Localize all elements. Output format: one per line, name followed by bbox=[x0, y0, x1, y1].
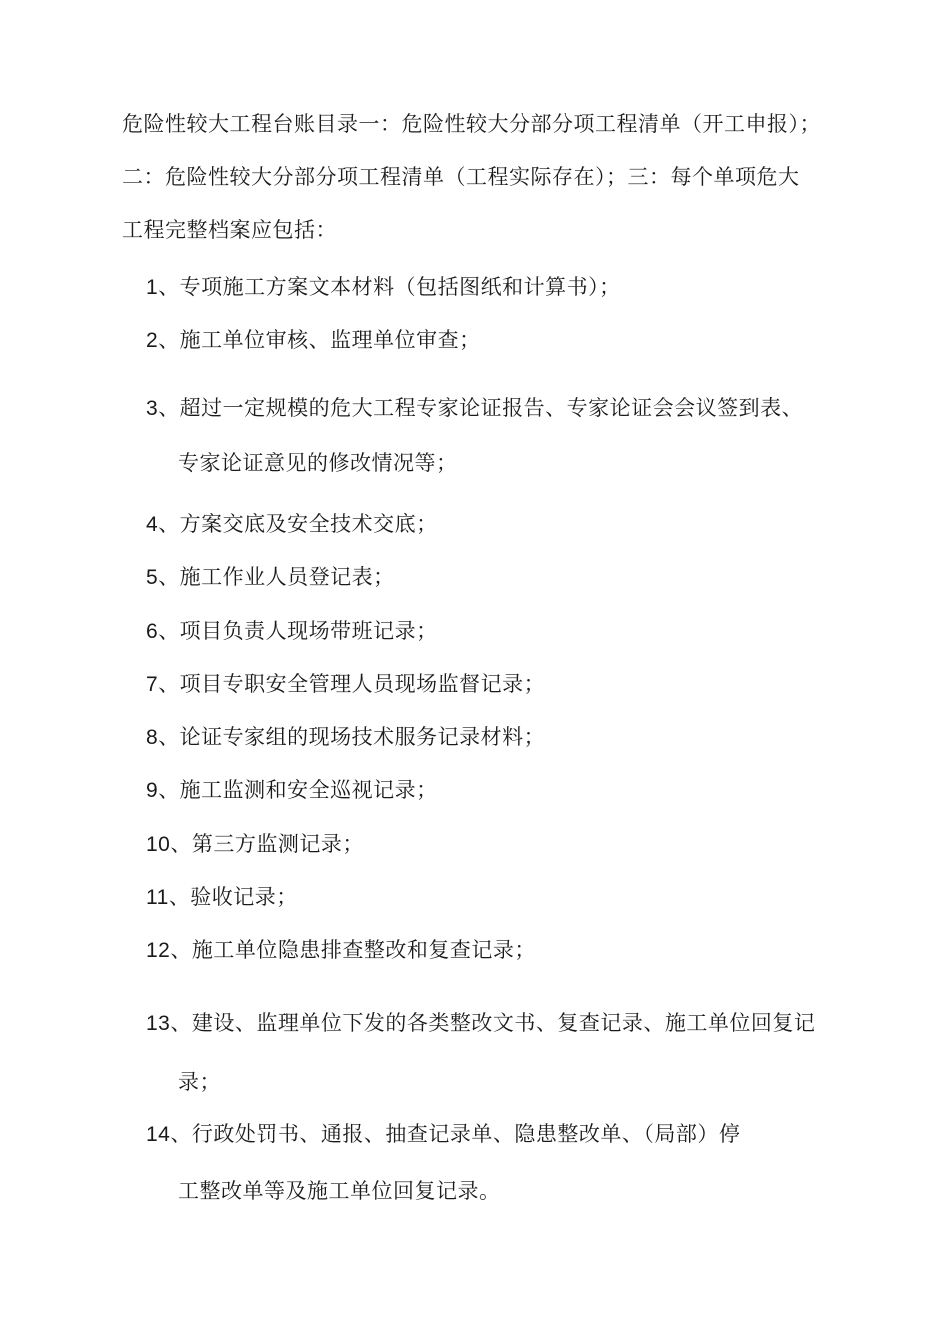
item-continuation: 工整改单等及施工单位回复记录。 bbox=[178, 1179, 501, 1203]
item-number: 3 bbox=[146, 397, 159, 420]
list-item-1 bbox=[146, 271, 906, 301]
item-text: 、建设、监理单位下发的各类整改文书、复查记录、施工单位回复记 bbox=[170, 1011, 816, 1035]
list-item-12 bbox=[146, 934, 906, 964]
list-item-6 bbox=[146, 615, 906, 645]
list-item-8 bbox=[146, 721, 906, 751]
list-item-3 bbox=[146, 381, 906, 490]
item-number: 9 bbox=[146, 779, 159, 802]
item-text: 、论证专家组的现场技术服务记录材料； bbox=[158, 725, 546, 749]
list-item-10 bbox=[146, 828, 906, 858]
item-number: 5 bbox=[146, 566, 159, 589]
item-number: 4 bbox=[146, 513, 159, 536]
intro-line-1: 危险性较大工程台账目录一：危险性较大分部分项工程清单（开工申报）； bbox=[122, 112, 821, 136]
list-item-5 bbox=[146, 561, 906, 591]
list-item-14 bbox=[146, 1106, 906, 1219]
item-number: 12 bbox=[146, 939, 171, 962]
item-number: 10 bbox=[146, 833, 171, 856]
list-item-7 bbox=[146, 668, 906, 698]
item-number: 7 bbox=[146, 673, 159, 696]
item-text: 、项目负责人现场带班记录； bbox=[158, 619, 438, 643]
list-item-11 bbox=[146, 881, 906, 911]
item-text: 、方案交底及安全技术交底； bbox=[158, 512, 438, 536]
item-text: 、项目专职安全管理人员现场监督记录； bbox=[158, 672, 546, 696]
list-item-2 bbox=[146, 324, 906, 354]
list-item-13 bbox=[146, 994, 906, 1111]
item-text: 、施工监测和安全巡视记录； bbox=[158, 778, 438, 802]
intro-line-3: 工程完整档案应包括： bbox=[122, 218, 337, 242]
item-continuation: 录； bbox=[178, 1070, 221, 1094]
item-number: 14 bbox=[146, 1123, 171, 1146]
list-item-4 bbox=[146, 508, 906, 538]
item-text: 、施工作业人员登记表； bbox=[158, 565, 395, 589]
list-item-9 bbox=[146, 774, 906, 804]
item-text: 、施工单位审核、监理单位审查； bbox=[158, 328, 481, 352]
item-text: 、行政处罚书、通报、抽查记录单、隐患整改单、（局部）停 bbox=[170, 1122, 741, 1146]
item-number: 2 bbox=[146, 329, 159, 352]
item-text: 、超过一定规模的危大工程专家论证报告、专家论证会会议签到表、 bbox=[158, 396, 804, 420]
intro-line-2: 二：危险性较大分部分项工程清单（工程实际存在）；三：每个单项危大 bbox=[122, 165, 800, 189]
intro-paragraph bbox=[122, 98, 902, 257]
item-number: 11 bbox=[146, 886, 169, 909]
item-number: 13 bbox=[146, 1012, 171, 1035]
item-number: 8 bbox=[146, 726, 159, 749]
item-continuation: 专家论证意见的修改情况等； bbox=[178, 451, 458, 475]
item-number: 1 bbox=[146, 276, 159, 299]
item-text: 、验收记录； bbox=[168, 885, 298, 909]
item-text: 、专项施工方案文本材料（包括图纸和计算书）； bbox=[158, 275, 621, 299]
item-text: 、施工单位隐患排查整改和复查记录； bbox=[170, 938, 536, 962]
item-text: 、第三方监测记录； bbox=[170, 832, 364, 856]
item-number: 6 bbox=[146, 620, 159, 643]
